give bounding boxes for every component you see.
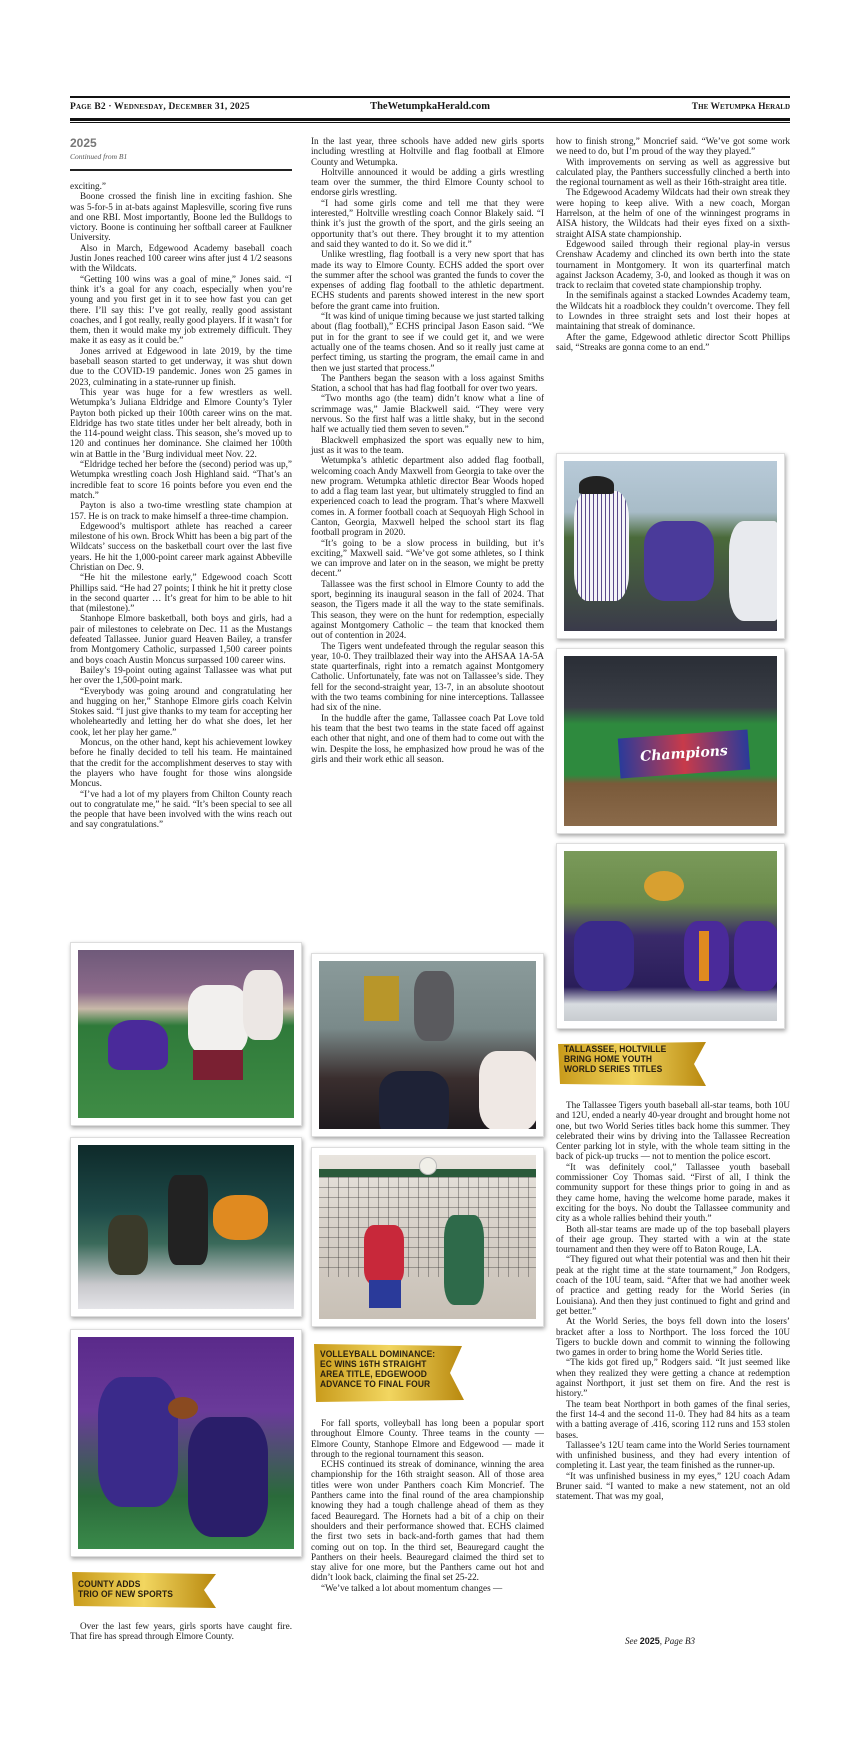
header-top-rule [70, 96, 790, 98]
paragraph: Edgewood sailed through their regional play-in versus Crenshaw Academy and clinched its own berth into the state tournament in Montgomery. It won its quarterfinal match against Jackson Academy, 3-0, and looked as though it was on track to reclaim that coveted state championship trophy. [556, 238, 790, 291]
paragraph: Blackwell emphasized the sport was equally new to him, just as it was to the team. [311, 434, 544, 455]
paragraph: “It’s going to be a slow process in building, but it’s exciting,” Maxwell said. “We’ve got some athletes, so I think we can improve and later on in the season, we might be pretty decent.” [311, 537, 544, 579]
paragraph: “They figured out what their potential was and then hit their peak at the right time at the state tournament,” Jon Rodgers, coach of the 10U team, said. “After that we had another week of practice and getting ready for the World Series (in Louisiana). And then they just continued to fight and grind and get better.” [556, 1254, 790, 1316]
youth-section-banner [556, 1040, 716, 1088]
volleyball-article [311, 1418, 544, 1593]
volleyball-net-photo [311, 1147, 544, 1327]
page-header [70, 100, 790, 114]
page-folio: Page B2 · Wednesday, December 31, 2025 [70, 102, 250, 112]
paragraph: Payton is also a two-time wrestling state champion at 157. He is on track to make himself a three-time champion. [70, 500, 292, 521]
paragraph: Moncus, on the other hand, kept his achievement lowkey before he finally decided to tell his team. He maintained that the credit for the accomplishment deserves to stay with the players who have fought for those wins alongside Moncus. [70, 737, 292, 789]
paragraph: “The kids got fired up,” Rodgers said. “It just seemed like when they realized they were getting a chance at redemption against Northport, it just set them on fire. And the rest is history.” [556, 1357, 790, 1399]
volleyball-section-banner [312, 1342, 472, 1404]
paragraph: Wetumpka’s athletic department also added flag football, welcoming coach Andy Maxwell from Georgia to take over the new program. Wetumpka athletic director Bear Woods hoped to add a flag team last year, but ultimately struggled to find an experienced coach to lead the program. That’s where Maxwell comes in. A former football coach at Sequoyah High School in Canton, Georgia, Maxwell helped the school start its flag football program in 2020. [311, 455, 544, 538]
paragraph: At the World Series, the boys fell down into the losers’ bracket after a loss to Northport. The loss forced the 10U Tigers to buckle down and commit to winning the following two games in order to bring home the World Series title. [556, 1316, 790, 1358]
banner-line: EC WINS 16TH STRAIGHT [320, 1359, 427, 1370]
paragraph: In the huddle after the game, Tallassee coach Pat Love told his team that the best two teams in the state faced off against each other that night, and one of them had to come out with the win. Despite the loss, he emphasized how proud he was of the girls and their work ethic all season. [311, 712, 544, 764]
banner-line: TRIO OF NEW SPORTS [78, 1589, 173, 1600]
paragraph: Unlike wrestling, flag football is a very new sport that has made its way to Elmore County. ECHS added the sport over the summer after the school was granted the funds to cover the expenses of adding flag football to the athletic department. ECHS students and parents showed interest in the new sport before the grant came into fruition. [311, 249, 544, 311]
new-sports-intro [70, 1621, 292, 1642]
paragraph: The Tallassee Tigers youth baseball all-star teams, both 10U and 12U, ended a nearly 40-year drought and brought home not one, but two World Series titles back home this summer. They celebrated their wins by driving into the Tallassee Recreation Center parking lot in style, with the whole team sitting in the back of pick-up trucks — not to mention the police escort. [556, 1100, 790, 1162]
article-column-2 [311, 136, 544, 764]
header-bottom-rule [70, 118, 790, 121]
champions-banner-text: Champions [639, 742, 729, 766]
paragraph: For fall sports, volleyball has long been a popular sport throughout Elmore County. Three teams in the county — Elmore County, Stanhope Elmore and Edgewood — made it through to the regional tournament this season. [311, 1418, 544, 1459]
paper-name: The Wetumpka Herald [691, 102, 790, 112]
youth-purple-truck-photo [556, 843, 785, 1029]
youth-champions-photo [556, 648, 785, 834]
youth-truck-photo [556, 453, 785, 639]
paragraph: Stanhope Elmore basketball, both boys and girls, had a pair of milestones to celebrate on Dec. 11 as the Mustangs defeated Tallassee. Junior guard Heaven Bailey, a transfer from Montgomery Catholic, surpassed 1,500 career points and boys coach Austin Moncus surpassed 100 career wins. [70, 613, 292, 665]
paragraph: Bailey’s 19-point outing against Tallassee was what put her over the 1,500-point mark. [70, 664, 292, 686]
paragraph: “It was unfinished business in my eyes,” 12U coach Adam Bruner said. “I wanted to make a new statement, not an old statement. That was my goal, [556, 1470, 790, 1502]
paragraph: “We’ve talked a lot about momentum changes — [321, 1582, 503, 1593]
article-column-3 [556, 136, 790, 352]
banner-line: COUNTY ADDS [78, 1579, 141, 1590]
banner-line: AREA TITLE, EDGEWOOD [320, 1369, 427, 1380]
jump-see: See [625, 1636, 638, 1646]
paragraph: “Getting 100 wins was a goal of mine,” Jones said. “I think it’s a goal for any coach, especially when you’re young and you first get in it to see how fast you can get there. I’ll say this: I’ve got really, really good assistant coaches, and I got really, really good players. If it wasn’t for them, then it would make my job extremely difficult. They make it as easy as it could be.” [70, 273, 292, 346]
kicker-title: 2025 [70, 136, 97, 150]
paragraph: Boone crossed the finish line in exciting fashion. She was 5-for-5 in at-bats against Maplesville, scoring five runs and one RBI. Most importantly, Boone led the Bulldogs to victory. Boone is continuing her softball career at Faulkner University. [70, 191, 292, 243]
paragraph: “He hit the milestone early,” Edgewood coach Scott Phillips said. “He had 27 points; I think he hit it pretty close in the second quarter … It’s great for him to be able to hit that (milestone).” [70, 572, 292, 614]
new-sports-banner [70, 1570, 220, 1610]
paragraph: After the game, Edgewood athletic director Scott Phillips said, “Streaks are gonna come to an end.” [556, 331, 790, 352]
paragraph: This year was huge for a few wrestlers as well. Wetumpka’s Juliana Eldridge and Elmore County’s Tyler Payton both picked up their 100th career wins on the mat. Eldridge has two state titles under her belt already, both in the 114-pound weight class. This season, she’s moved up to 120 and continues her dominance. She claimed her 100th win at Battle in the ’Burg individual meet Nov. 22. [70, 386, 292, 459]
jump-line[interactable] [625, 1636, 695, 1646]
paragraph: The Tigers went undefeated through the regular season this year, 10-0. They trailblazed their way into the AHSAA 1A-5A state quarterfinals, right into a rematch against Montgomery Catholic. Unfortunately, fate was not on Tallassee’s side. They fell for the second-straight year, 13-7, in an absolute shootout with the two teams combining for nine interceptions. Tallassee had six of the nine. [311, 640, 544, 713]
paragraph: The team beat Northport in both games of the final series, the first 14-4 and the second 11-0. They had 84 hits as a team with a batting average of .416, scoring 112 runs and 153 stolen bases. [556, 1398, 790, 1440]
article-column-1 [70, 181, 292, 830]
paragraph: “I’ve had a lot of my players from Chilton County reach out to congratulate me,” he said. “It’s been special to see all the people that have been involved with the wins reach out and say congratulations.” [70, 788, 292, 830]
paragraph: Jones arrived at Edgewood in late 2019, by the time baseball season started to get underway, it was shut down due to the COVID-19 pandemic. Jones won 25 games in 2023, culminating in a state-runner up finish. [70, 345, 292, 387]
jump-page: , Page B3 [659, 1636, 696, 1646]
paragraph: In the semifinals against a stacked Lowndes Academy team, the Wildcats hit a roadblock they couldn’t overcome. They fell to Lowndes in three straight sets and lost their hopes at maintaining that streak of dominance. [556, 290, 790, 332]
paragraph: exciting.” [70, 181, 106, 191]
flag-run-photo [70, 942, 302, 1126]
paragraph: Both all-star teams are made up of the top baseball players of their age group. They started with a win at the state tournament and then they were off to Baton Rouge, LA. [556, 1223, 790, 1255]
paragraph: The Panthers began the season with a loss against Smiths Station, a school that has had flag football for over two years. [311, 372, 544, 394]
paragraph: The Edgewood Academy Wildcats had their own streak they were hoping to keep alive. With a new coach, Morgan Harrelson, at the helm of one of the winningest programs in AISA history, the Wildcats had their eyes fixed on a sixth-straight AISA state championship. [556, 187, 790, 239]
paragraph: ECHS continued its streak of dominance, winning the area championship for the 16th straight season. All of those area titles were won under Panthers coach Kim Moncrief. The Panthers came into the final round of the area championship knowing they had a tough challenge ahead of them as they faced Beauregard. The Hornets had a bit of a chip on their shoulders and their performance showed that. ECHS claimed the first two sets in back-and-forth games that had them coming out on top. In the third set, Beauregard caught the Panthers on their heels. Beauregard claimed the third set to stay alive for one more, but the Panthers came out hot and didn’t look back, claiming the final set 25-22. [311, 1459, 544, 1583]
volleyball-celebration-photo [311, 953, 544, 1137]
paragraph: “I had some girls come and tell me that they were interested,” Holtville wrestling coach Connor Blakely said. “I think it’s just the growth of the sport, and the girls seeing an opportunity that’s out there. They brought it to my attention and said they wanted to do it. So we did it.” [311, 197, 544, 249]
paragraph: Also in March, Edgewood Academy baseball coach Justin Jones reached 100 career wins after just 4 1/2 seasons with the Wildcats. [70, 242, 292, 274]
youth-article [556, 1100, 790, 1502]
header-bottom-thin-rule [70, 122, 790, 123]
banner-line: VOLLEYBALL DOMINANCE: [320, 1349, 436, 1360]
kicker-continued: Continued from B1 [70, 152, 128, 161]
story-kicker [70, 136, 292, 161]
paragraph: Holtville announced it would be adding a girls wrestling team over the summer, the third Elmore County school to endorse girls wrestling. [311, 166, 544, 198]
flag-catch-photo [70, 1329, 302, 1557]
paragraph: “Everybody was going around and congratulating her and hugging on her,” Stanhope Elmore girls coach Kelvin Stokes said. “I just give thanks to my team for accepting her wholeheartedly and letting her do what she does, let her cook, let her play her game.” [70, 685, 292, 737]
kicker-rule [70, 169, 292, 171]
banner-line: ADVANCE TO FINAL FOUR [320, 1379, 431, 1390]
site-url[interactable]: TheWetumpkaHerald.com [370, 101, 490, 112]
flag-referee-photo [70, 1137, 302, 1317]
paragraph: “Eldridge teched her before the (second) period was up,” Wetumpka wrestling coach Josh Highland said. “That’s an incredible feat to score 16 points before you even end the match.” [70, 459, 292, 500]
banner-line: BRING HOME YOUTH [564, 1054, 653, 1065]
paragraph: Over the last few years, girls sports have caught fire. That fire has spread through Elmore County. [70, 1621, 292, 1642]
paragraph: In the last year, three schools have added new girls sports including wrestling at Holtville and flag football at Elmore County and Wetumpka. [311, 136, 544, 167]
paragraph: “It was definitely cool,” Tallassee youth baseball commissioner Coy Thomas said. “First of all, I think the community support for these things prior to going in and as they came home, having the welcome home parade, makes it exciting for the boys. No doubt the Tallassee community and city as a whole rallies behind their youth.” [556, 1161, 790, 1224]
paragraph: “It was kind of unique timing because we just started talking about (flag football),” ECHS principal Jason Eason said. “We put in for the grant to see if we could get it, and we were actually one of the teams chosen. And so it really just came at perfect timing, us starting the program, the email came in and then we just started that process.” [311, 311, 544, 373]
jump-key: 2025 [639, 1636, 660, 1646]
paragraph: Tallassee was the first school in Elmore County to add the sport, beginning its inaugural season in the fall of 2024. That season, the Tigers made it all the way to the state semifinals. This season, they were on the hunt for redemption, especially against Montgomery Catholic – the team that knocked them out of contention in 2024. [311, 578, 544, 641]
banner-line: TALLASSEE, HOLTVILLE [564, 1044, 667, 1055]
paragraph: Tallassee’s 12U team came into the World Series tournament with unfinished business, and they had every intention of completing it. Last year, the team finished as the runner-up. [556, 1439, 790, 1471]
banner-line: WORLD SERIES TITLES [564, 1064, 663, 1075]
paragraph: “Two months ago (the team) didn’t know what a line of scrimmage was,” Jamie Blackwell said. “They were very nervous. So the first half was a little shaky, but in the second half we actually tied them seven to seven.” [311, 393, 544, 435]
paragraph: how to finish strong,” Moncrief said. “We’ve got some work we need to do, but I’m proud of the way they played.” [556, 136, 790, 157]
paragraph: Edgewood’s multisport athlete has reached a career milestone of his own. Brock Whitt has been a big part of the Wildcats’ success on the basketball court over the last five years. He hit the 1,000-point career mark against Abbeville Christian on Dec. 9. [70, 520, 292, 572]
paragraph: With improvements on serving as well as aggressive but calculated play, the Panthers successfully clinched a berth into the regional tournament as well as their 16th-straight area title. [556, 156, 790, 188]
